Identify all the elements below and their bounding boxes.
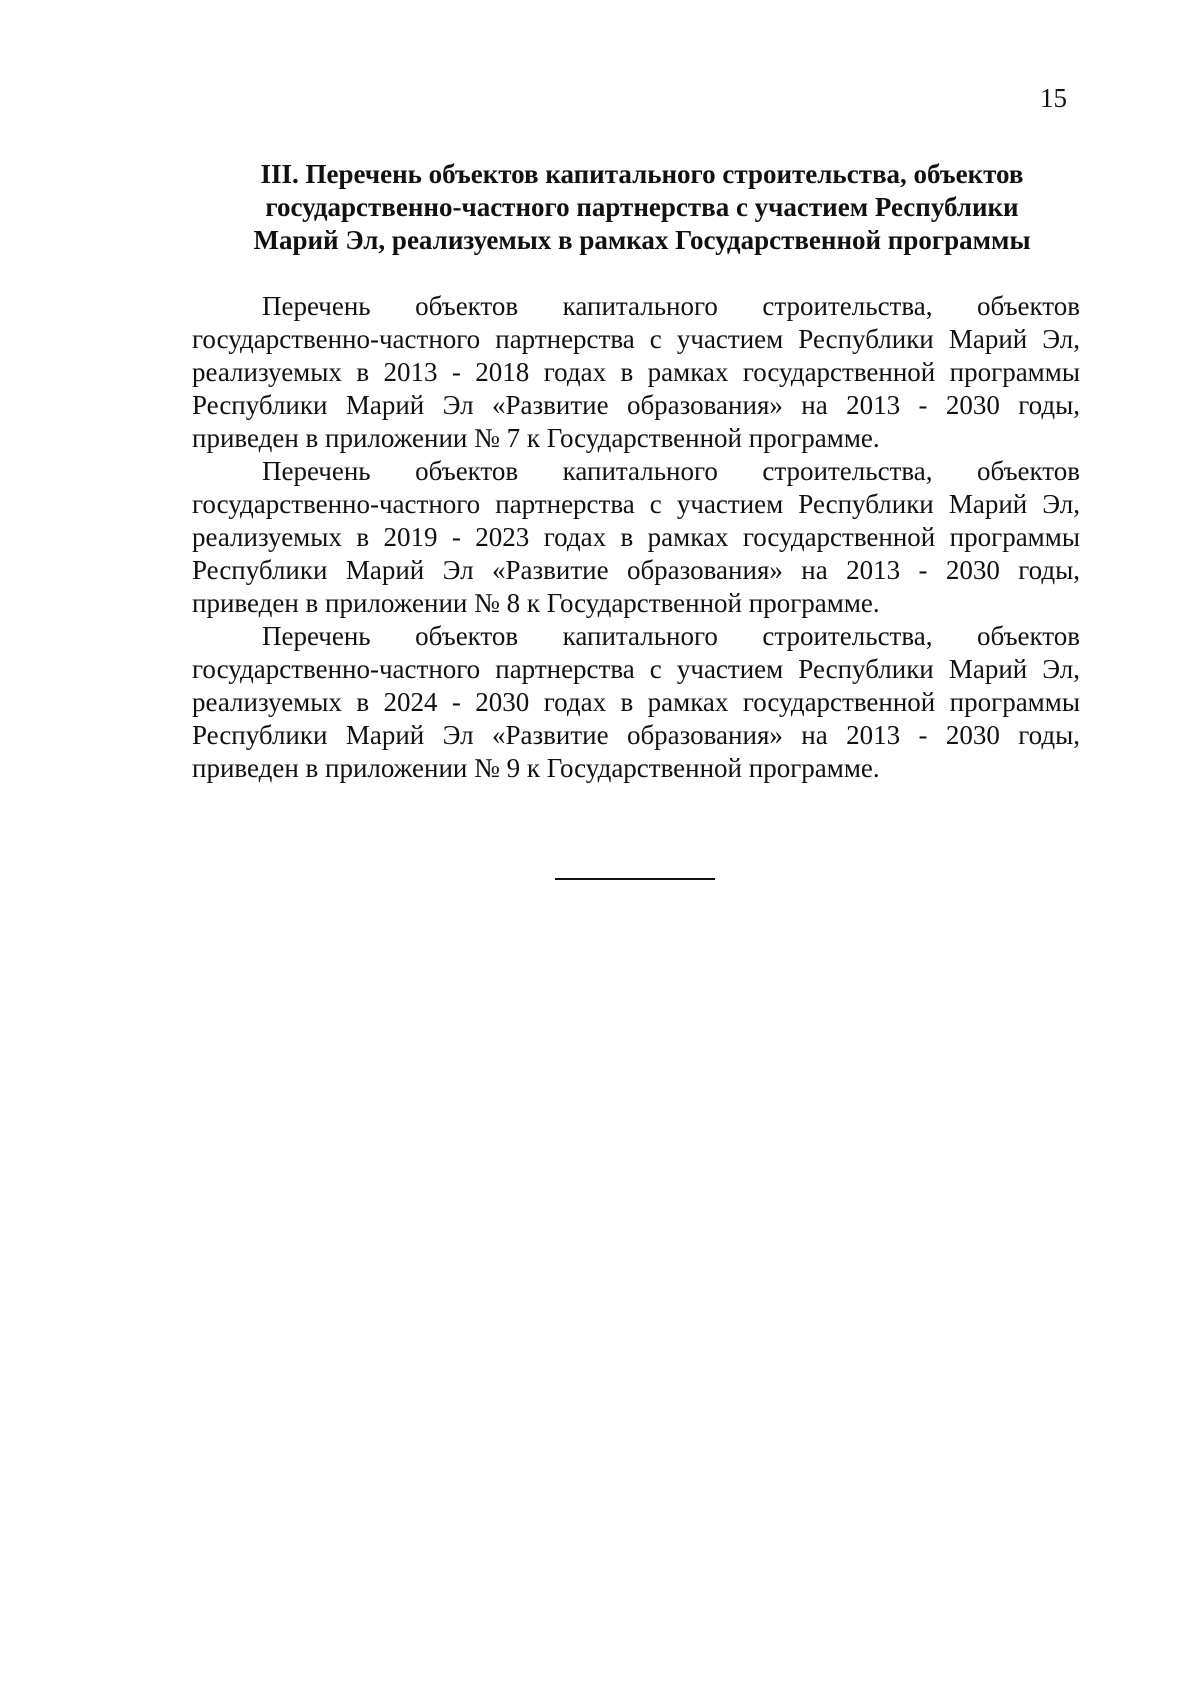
page-number: 15 (1040, 83, 1067, 113)
heading-line: Марий Эл, реализуемых в рамках Государственной программы (253, 225, 1031, 255)
paragraph-appendix-8: Перечень объектов капитального строительства, объектов государственно-частного партнерства с участием Республики Марий Эл, реализуемых в 2019 - 2023 годах в рамках государственной программы Республики Марий Эл «Развитие образования» на 2013 - 2030 годы, приведен в приложении № 8 к Государственной программе. (192, 456, 1080, 618)
heading-line: государственно-частного партнерства с участием Республики (265, 192, 1019, 222)
section-heading (192, 158, 1092, 257)
paragraph-appendix-7: Перечень объектов капитального строительства, объектов государственно-частного партнерства с участием Республики Марий Эл, реализуемых в 2013 - 2018 годах в рамках государственной программы Республики Марий Эл «Развитие образования» на 2013 - 2030 годы, приведен в приложении № 7 к Государственной программе. (192, 291, 1080, 453)
document-body (192, 290, 1080, 785)
heading-line: III. Перечень объектов капитального строительства, объектов (260, 159, 1024, 189)
paragraph-appendix-9: Перечень объектов капитального строительства, объектов государственно-частного партнерства с участием Республики Марий Эл, реализуемых в 2024 - 2030 годах в рамках государственной программы Республики Марий Эл «Развитие образования» на 2013 - 2030 годы, приведен в приложении № 9 к Государственной программе. (192, 621, 1080, 783)
closing-separator-line (555, 878, 715, 880)
